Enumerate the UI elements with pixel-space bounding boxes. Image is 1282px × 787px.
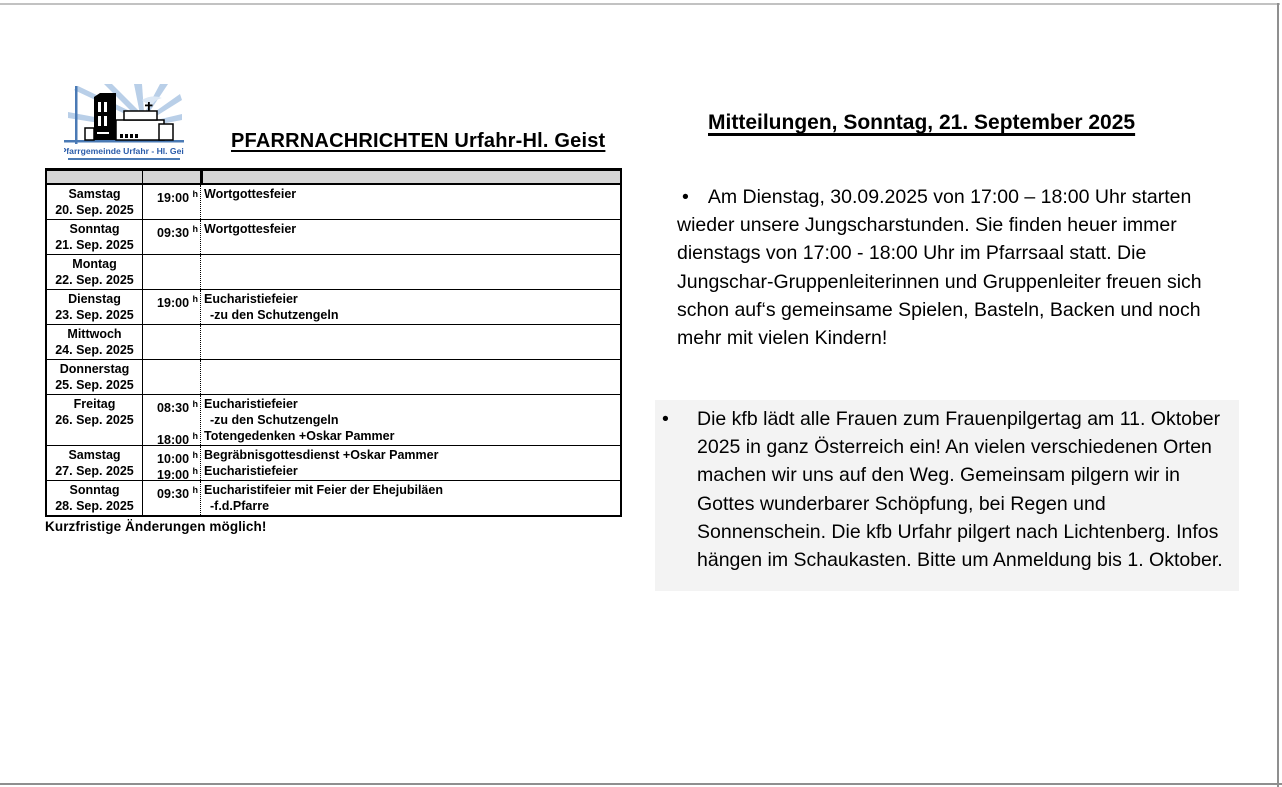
event-text: Totengedenken +Oskar Pammer (204, 429, 395, 443)
day-cell (47, 360, 143, 394)
table-header-row (47, 171, 620, 185)
table-row (47, 325, 620, 360)
announcement-text: Die kfb lädt alle Frauen zum Frauenpilgertag am 11. Oktober 2025 in ganz Österreich ein! An vielen verschiedenen Orten machen wir uns auf den Weg. Gemeinsam pilgern wir in Gottes wunderbarer Schöpfung, bei Regen und Sonnenschein. Die kfb Urfahr pilgert nach Lichtenberg. Infos hängen im Schaukasten. Bitte um Anmeldung bis 1. Oktober. (697, 408, 1223, 572)
day-date: 25. Sep. 2025 (55, 378, 134, 392)
time-value: 09:30 $^h$ (157, 485, 198, 502)
header-day-column (47, 171, 143, 183)
time-cell (143, 290, 201, 324)
day-name: Samstag (68, 187, 121, 201)
logo-caption: Pfarrgemeinde Urfahr - Hl. Geist (64, 146, 184, 156)
day-date: 28. Sep. 2025 (55, 499, 134, 513)
table-row (47, 290, 620, 325)
day-name: Montag (72, 257, 117, 271)
mitteilungen-heading: Mitteilungen, Sonntag, 21. September 2025 (708, 111, 1136, 134)
time-value: 18:00 $^h$ (157, 431, 198, 448)
time-cell (143, 360, 201, 394)
page-border-top (0, 3, 1280, 5)
table-row (47, 185, 620, 220)
day-cell (47, 481, 143, 515)
day-cell (47, 185, 143, 219)
table-body (47, 185, 620, 515)
day-name: Samstag (68, 448, 121, 462)
announcement-text: Am Dienstag, 30.09.2025 von 17:00 – 18:00 Uhr starten wieder unsere Jungscharstunden. Sie finden heuer immer dienstags von 17:00 - 18:00 Uhr im Pfarrsaal statt. Die Jungschar-Gruppenleiterinnen und Gruppenleiter freuen sich schon auf‘s gemeinsame Spielen, Basteln, Backen und noch mehr mit vielen Kindern! (677, 186, 1202, 350)
table-row (47, 481, 620, 515)
bullet-icon: • (682, 186, 689, 208)
event-text: Begräbnisgottesdienst +Oskar Pammer (204, 448, 439, 462)
day-cell (47, 290, 143, 324)
day-date: 22. Sep. 2025 (55, 273, 134, 287)
time-cell (143, 481, 201, 515)
time-value: 10:00 $^h$ (157, 450, 198, 467)
table-row (47, 220, 620, 255)
day-date: 26. Sep. 2025 (55, 413, 134, 427)
event-text: Eucharistiefeier (204, 397, 298, 411)
day-date: 20. Sep. 2025 (55, 203, 134, 217)
table-row (47, 255, 620, 290)
time-cell (143, 255, 201, 289)
table-row (47, 360, 620, 395)
day-date: 23. Sep. 2025 (55, 308, 134, 322)
event-text: Eucharistifeier mit Feier der Ehejubiläen (204, 483, 443, 497)
day-name: Donnerstag (59, 362, 130, 376)
table-row (47, 446, 620, 481)
schedule-table (45, 168, 622, 517)
day-cell (47, 325, 143, 359)
day-cell (47, 395, 143, 445)
event-text: Eucharistiefeier (204, 292, 298, 306)
day-name: Mittwoch (67, 327, 122, 341)
day-name: Freitag (73, 397, 116, 411)
page-title: PFARRNACHRICHTEN Urfahr-Hl. Geist (231, 130, 606, 152)
time-cell (143, 395, 201, 448)
event-text: -f.d.Pfarre (210, 499, 270, 513)
event-cell (201, 481, 620, 515)
page-border-right (1277, 3, 1279, 787)
event-cell (201, 255, 620, 289)
time-cell (143, 220, 201, 254)
time-value: 19:00 $^h$ (157, 294, 198, 311)
day-cell (47, 446, 143, 480)
church-building-icon (64, 84, 184, 162)
event-text: Eucharistiefeier (204, 464, 298, 478)
event-cell (201, 220, 620, 254)
header-time-column (143, 171, 203, 183)
event-text: Wortgottesfeier (204, 187, 297, 201)
table-footnote: Kurzfristige Änderungen möglich! (45, 519, 267, 534)
page-border-bottom (0, 783, 1282, 785)
time-value: 19:00 $^h$ (157, 466, 198, 483)
time-cell (143, 185, 201, 219)
event-cell (201, 446, 620, 480)
time-value: 19:00 $^h$ (157, 189, 198, 206)
time-value: 08:30 $^h$ (157, 399, 198, 416)
day-date: 27. Sep. 2025 (55, 464, 134, 478)
event-text: Wortgottesfeier (204, 222, 297, 236)
bullet-icon: • (662, 408, 669, 430)
day-cell (47, 220, 143, 254)
event-text: -zu den Schutzengeln (210, 308, 339, 322)
day-date: 21. Sep. 2025 (55, 238, 134, 252)
announcement-kfb-highlighted (655, 400, 1239, 591)
parish-logo (64, 84, 184, 162)
day-date: 24. Sep. 2025 (55, 343, 134, 357)
event-cell (201, 325, 620, 359)
event-cell (201, 185, 620, 219)
table-row (47, 395, 620, 446)
announcement-jungschar (677, 183, 1233, 352)
schedule-section (45, 168, 622, 534)
time-cell (143, 446, 201, 483)
day-name: Sonntag (69, 483, 120, 497)
day-name: Sonntag (69, 222, 120, 236)
event-cell (201, 290, 620, 324)
event-cell (201, 395, 620, 445)
event-text: -zu den Schutzengeln (210, 413, 339, 427)
time-cell (143, 325, 201, 359)
event-cell (201, 360, 620, 394)
day-cell (47, 255, 143, 289)
time-value: 09:30 $^h$ (157, 224, 198, 241)
day-name: Dienstag (68, 292, 121, 306)
header-event-column (203, 171, 620, 183)
